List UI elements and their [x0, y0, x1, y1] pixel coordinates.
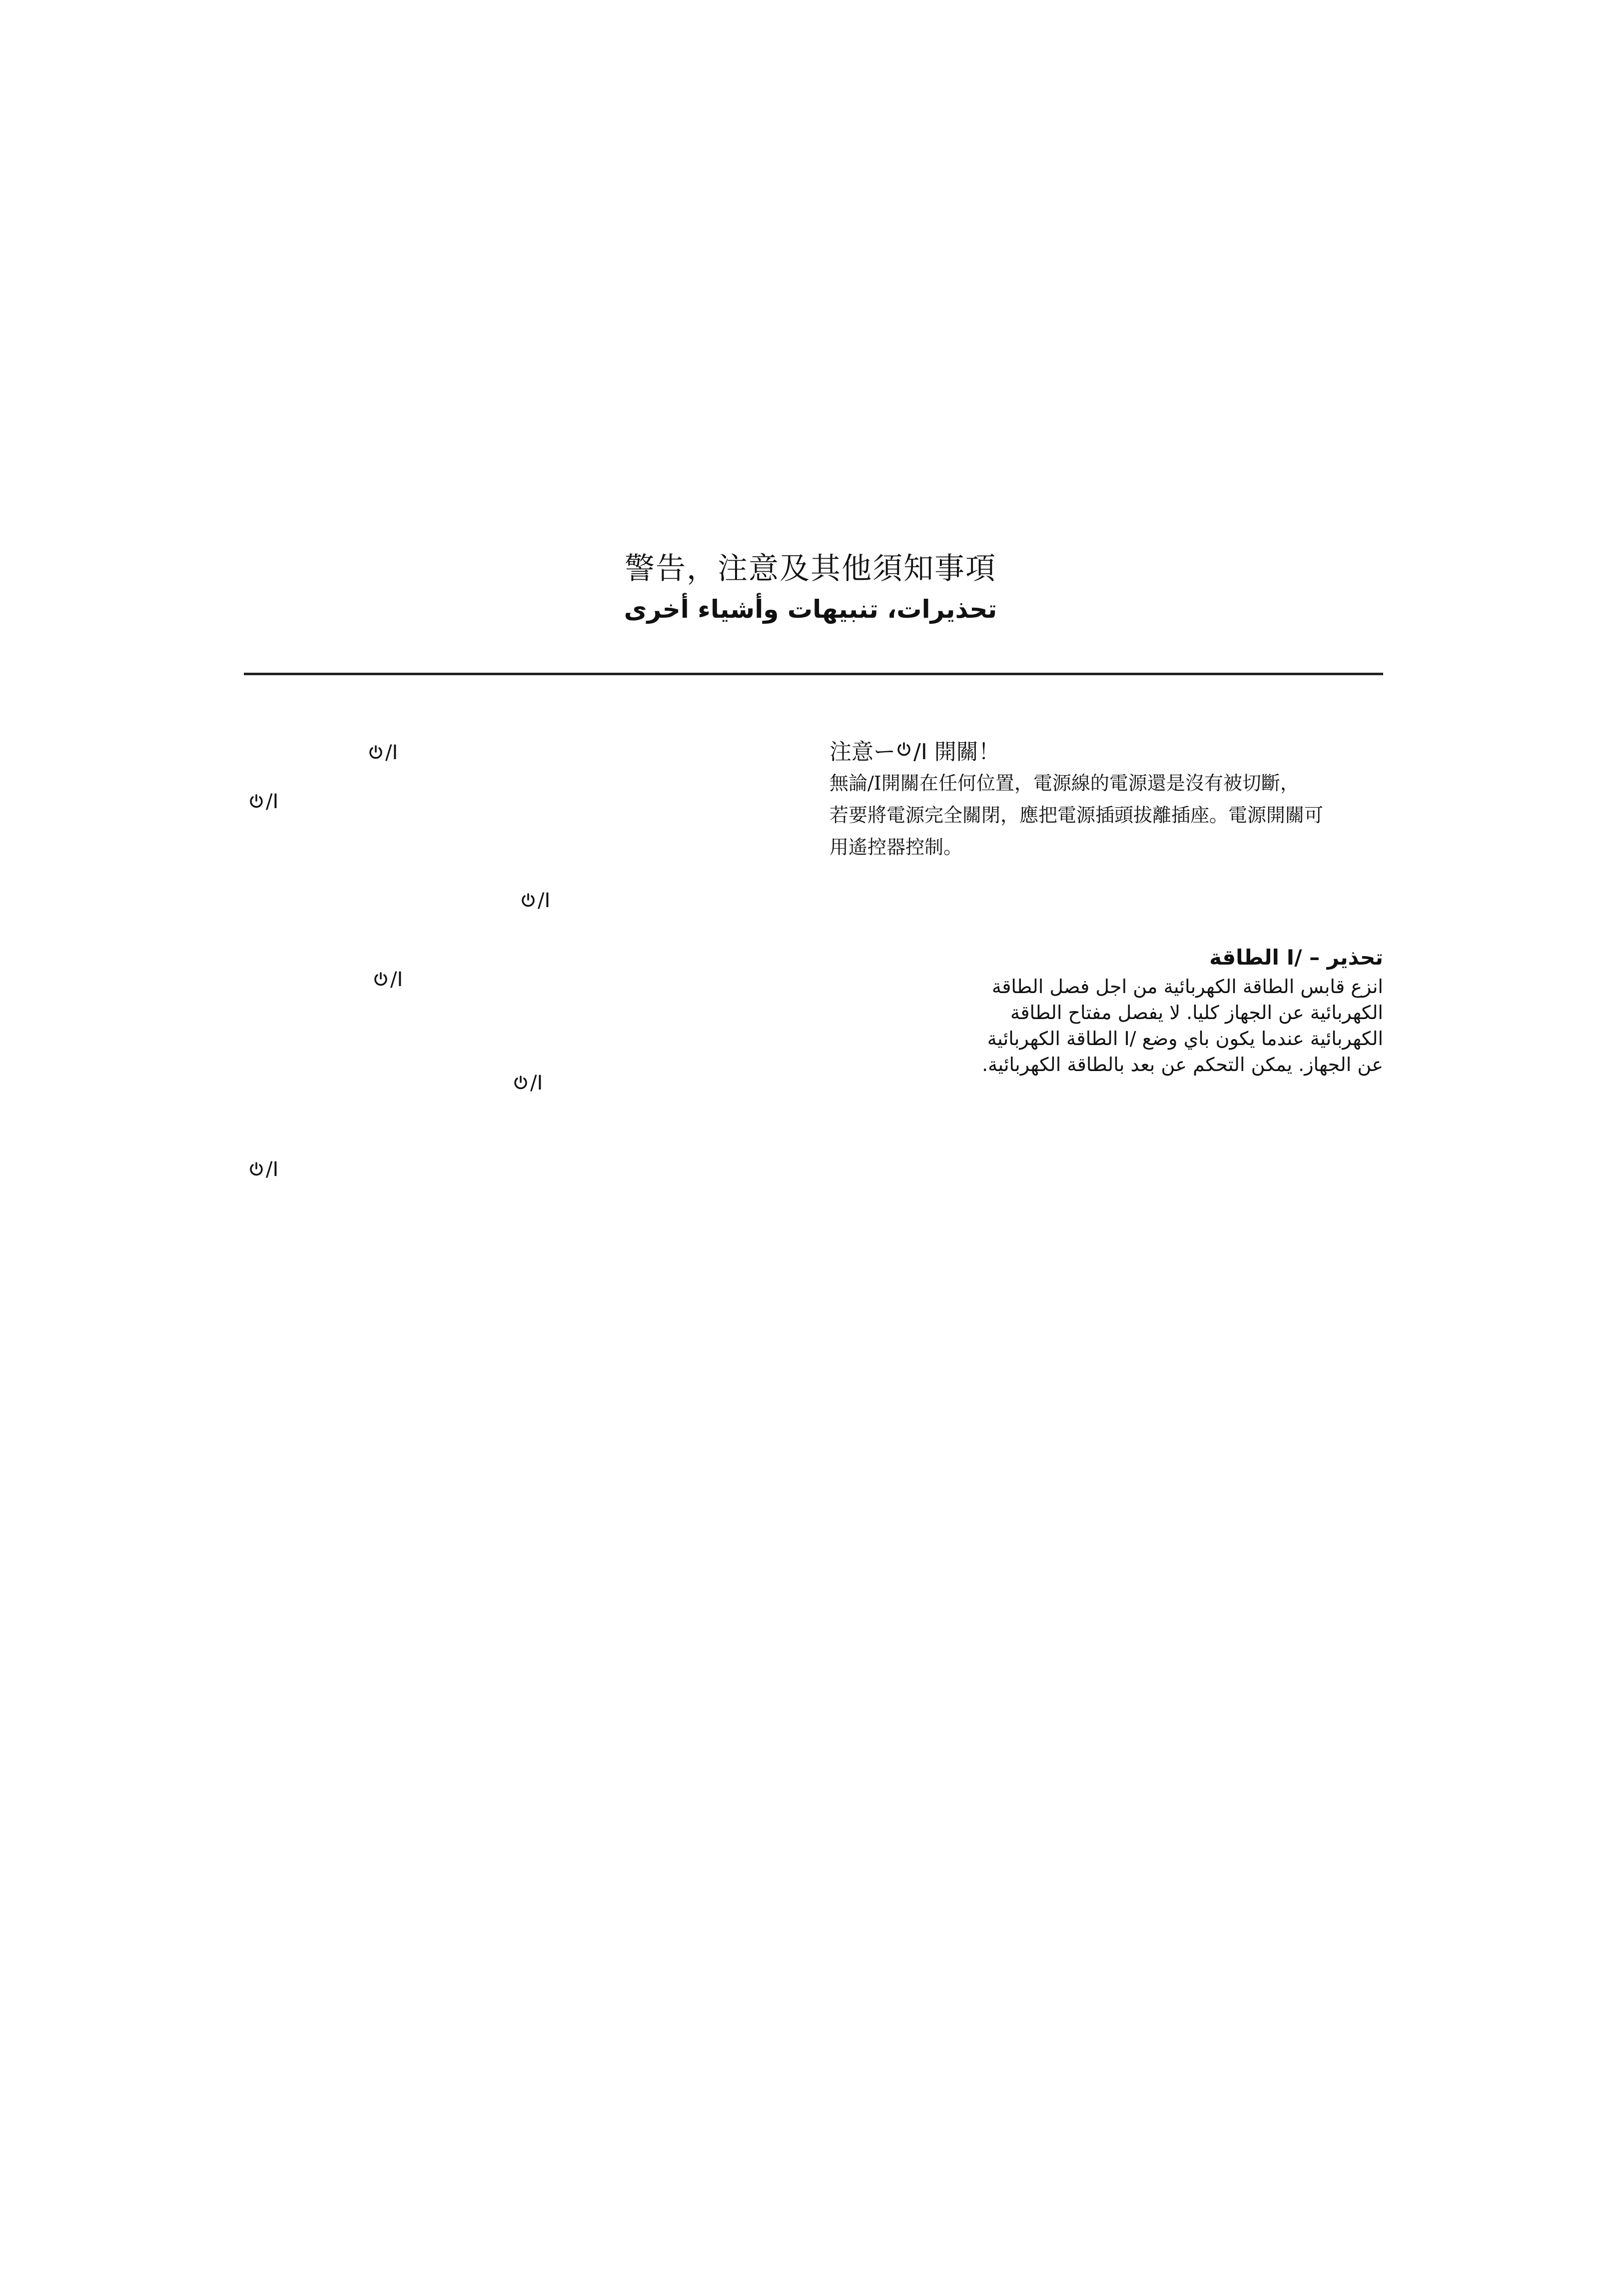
arabic-warning-section — [843, 944, 1383, 1078]
power-marker-label: /I — [530, 1072, 543, 1095]
title-divider — [244, 673, 1383, 675]
chinese-caution-body — [829, 767, 1389, 863]
arabic-body-line: انزع قابس الطاقة الكهربائية من اجل فصل الطاقة — [991, 976, 1383, 998]
power-marker-1 — [367, 743, 398, 763]
chinese-heading-suffix: /I 開關！ — [913, 739, 1000, 765]
chinese-heading-prefix: 注意ー — [829, 739, 895, 765]
power-standby-icon — [512, 1075, 529, 1092]
power-marker-label: /I — [390, 968, 403, 991]
arabic-body-line: الكهربائية عندما يكون باي وضع /I الطاقة الكهربائية — [987, 1028, 1383, 1050]
power-marker-label: /I — [266, 790, 279, 813]
power-standby-icon — [367, 744, 384, 761]
page-title-arabic: تحذيرات، تنبيهات وأشياء أخرى — [624, 595, 997, 624]
power-marker-label: /I — [385, 741, 398, 764]
page-title-chinese: 警告，注意及其他須知事項 — [625, 551, 996, 586]
power-standby-icon — [895, 741, 912, 758]
power-marker-label: /I — [538, 889, 551, 912]
power-standby-icon — [520, 892, 537, 909]
power-standby-icon — [248, 793, 265, 810]
chinese-body-line: 用遙控器控制。 — [829, 836, 963, 858]
power-standby-icon — [248, 1161, 265, 1178]
arabic-warning-body — [843, 974, 1383, 1078]
chinese-body-line: 無論/I開關在任何位置，電源線的電源還是沒有被切斷， — [829, 772, 1299, 794]
power-marker-6 — [248, 1159, 278, 1179]
power-marker-5 — [512, 1073, 543, 1093]
power-marker-4 — [372, 970, 403, 990]
power-standby-icon — [372, 971, 389, 988]
arabic-body-line: عن الجهاز. يمكن التحكم عن بعد بالطاقة الكهربائية. — [982, 1054, 1383, 1076]
power-marker-label: /I — [266, 1158, 279, 1181]
power-marker-2 — [248, 792, 278, 812]
power-marker-3 — [520, 891, 550, 911]
arabic-body-line: الكهربائية عن الجهاز كليا. لا يفصل مفتاح الطاقة — [1010, 1002, 1383, 1024]
chinese-body-line: 若要將電源完全關閉，應把電源插頭拔離插座。電源開關可 — [829, 804, 1324, 826]
arabic-warning-heading: تحذير – /I الطاقة — [1209, 945, 1383, 970]
chinese-caution-heading — [829, 734, 1000, 766]
